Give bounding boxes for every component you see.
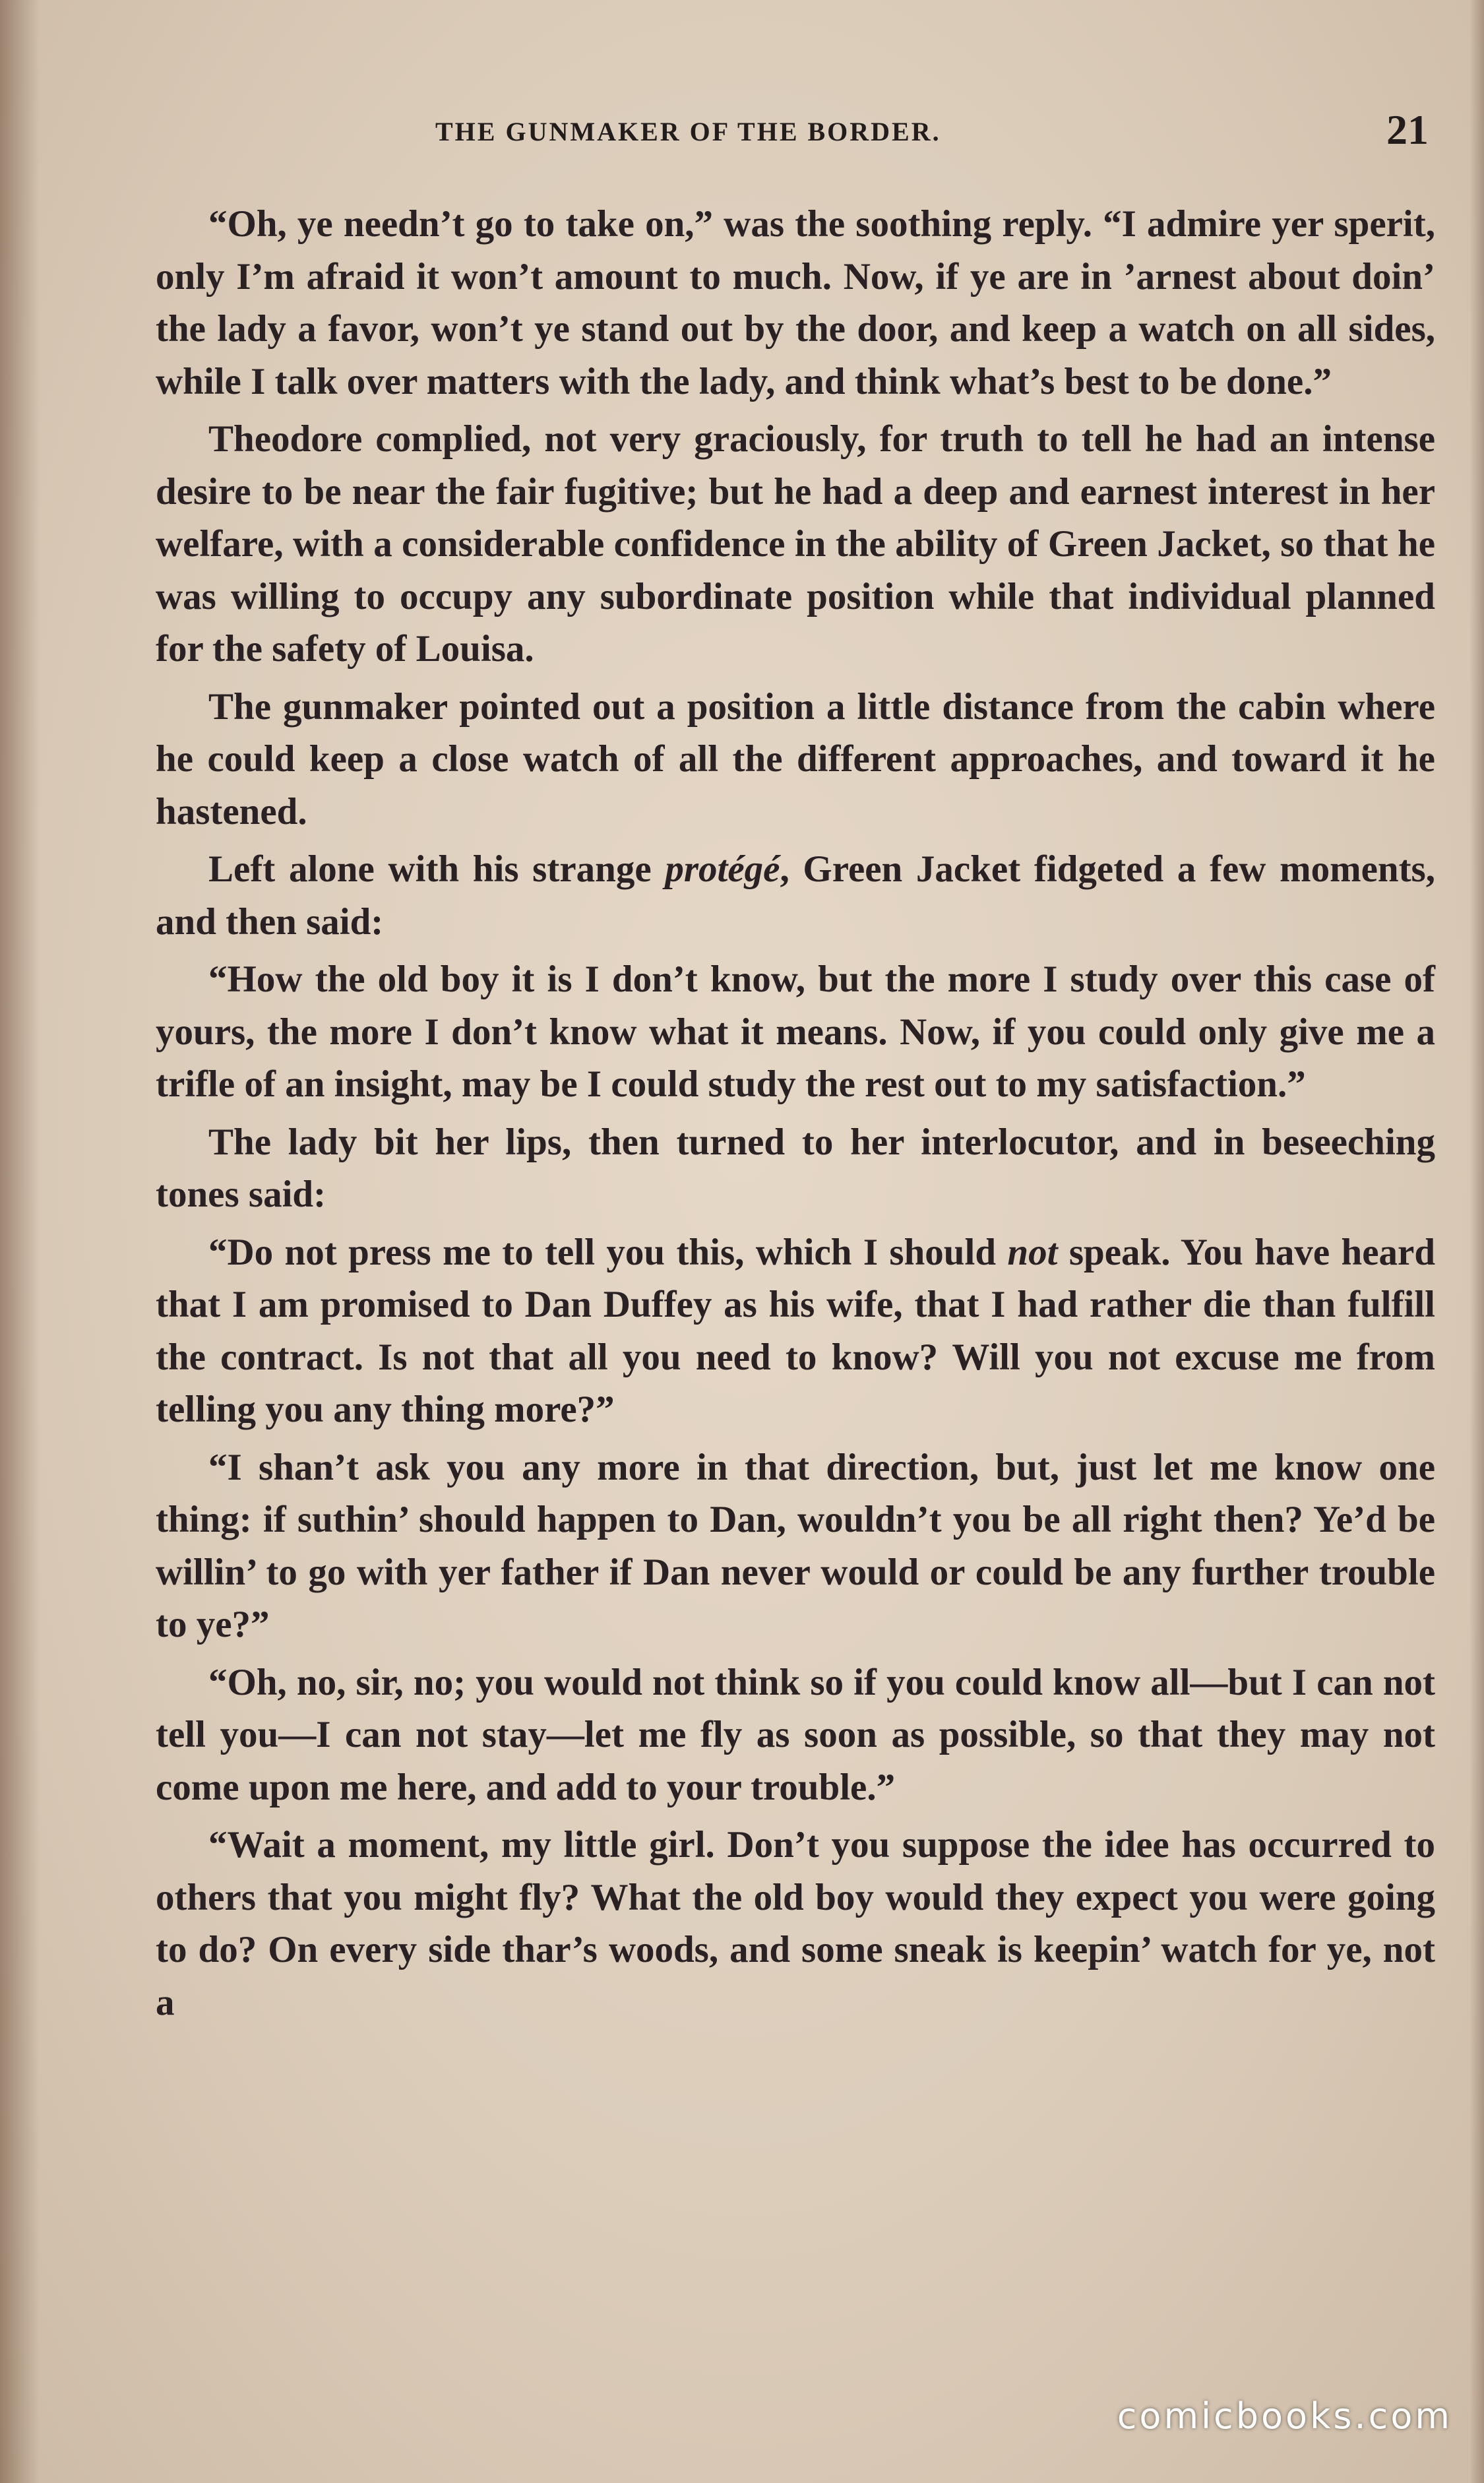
paragraph: “Oh, ye needn’t go to take on,” was the soothing reply. “I admire yer sperit, only I’m afraid it won’t amount to much. Now, if ye are in ’arnest about doin’ the lady a favor, won’t ye stand out by the door, and keep a watch on all sides, while I talk over matters with the lady, and think what’s best to be done.”	[156, 203, 1435, 402]
paragraph: Theodore complied, not very graciously, for truth to tell he had an intense desire to be near the fair fugitive; but he had a deep and earnest interest in her welfare, with a considerable confidence in the ability of Green Jacket, so that he was willing to occupy any subordinate position while that individual planned for the safety of Louisa.	[156, 418, 1435, 670]
body-text	[156, 198, 1435, 2034]
paragraph-text: “Do not press me to tell you this, which I should	[208, 1231, 1008, 1273]
paragraph: “Wait a moment, my little girl. Don’t you suppose the idee has occurred to others that you might fly? What the old boy would they expect you were going to do? On every side thar’s woods, and some sneak is keepin’ watch for ye, not a	[156, 1824, 1435, 2023]
paragraph	[156, 843, 1435, 948]
paragraph-text: speak.	[1057, 1231, 1171, 1273]
running-head	[158, 106, 1431, 158]
italic-word: protégé	[665, 848, 780, 890]
italic-word: not	[1007, 1231, 1058, 1273]
page-number: 21	[1386, 106, 1429, 153]
paragraph: The gunmaker pointed out a position a little distance from the cabin where he could keep a close watch of all the different approaches, and toward it he hastened.	[156, 685, 1435, 833]
paragraph-text: You have heard that I am promised to Dan Duffey as his wife, that I had rather die than fulfill the contract. Is not that all you need to know? Will you not excuse me from telling you any thing more?”	[156, 1231, 1436, 1430]
paragraph: “How the old boy it is I don’t know, but the more I study over this case of yours, the more I don’t know what it means. Now, if you could only give me a trifle of an insight, may be I could study the rest out to my satisfaction.”	[156, 959, 1435, 1105]
watermark: comicbooks.com	[1117, 2395, 1452, 2437]
paragraph-text: Left alone with his strange	[208, 848, 665, 890]
paragraph: “I shan’t ask you any more in that direction, but, just let me know one thing: if suthin’ should happen to Dan, wouldn’t you be all right then? Ye’d be willin’ to go with yer father if Dan never would or could be any further trouble to ye?”	[156, 1446, 1435, 1645]
paragraph-text: , Green Jacket fidgeted a few moments, and then said:	[156, 848, 1435, 943]
paragraph	[156, 1226, 1435, 1436]
page-edge	[1469, 0, 1484, 2483]
paragraph: The lady bit her lips, then turned to her interlocutor, and in beseeching tones said:	[156, 1121, 1435, 1215]
spine-shadow	[0, 0, 40, 2483]
running-title: THE GUNMAKER OF THE BORDER.	[435, 117, 941, 146]
paragraph: “Oh, no, sir, no; you would not think so if you could know all—but I can not tell you—I can not stay—let me fly as soon as possible, so that they may not come upon me here, and add to your trouble.”	[156, 1661, 1435, 1808]
